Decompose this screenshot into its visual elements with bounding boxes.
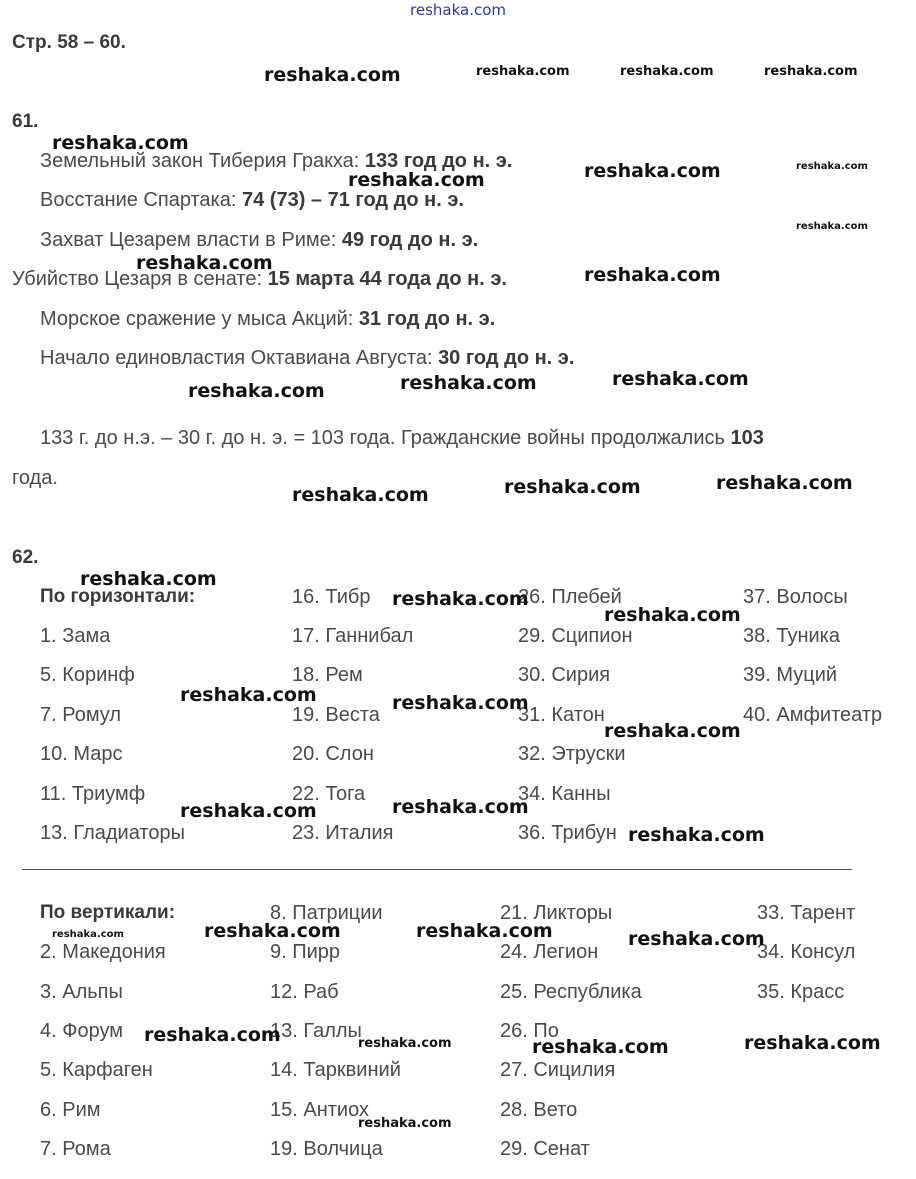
list-item: 26. По — [500, 1020, 559, 1042]
event-label: Начало единовластия Октавиана Августа: — [40, 347, 439, 369]
watermark: reshaka.com — [292, 484, 429, 506]
vertical-title: По вертикали: — [40, 902, 176, 923]
watermark: reshaka.com — [348, 169, 485, 191]
watermark: reshaka.com — [80, 568, 217, 590]
list-item: 6. Рим — [40, 1099, 101, 1121]
page-reference: Стр. 58 – 60. — [12, 32, 126, 53]
watermark: reshaka.com — [204, 920, 341, 942]
watermark: reshaka.com — [796, 221, 868, 232]
list-item: 18. Рем — [292, 664, 363, 686]
list-item: 5. Карфаген — [40, 1059, 153, 1081]
list-item: 34. Канны — [518, 783, 611, 805]
list-item: 8. Патриции — [270, 902, 383, 924]
list-item: 35. Красс — [757, 981, 845, 1003]
list-item: 33. Тарент — [757, 902, 856, 924]
list-item: 13. Гладиаторы — [40, 822, 185, 844]
horizontal-title: По горизонтали: — [40, 586, 196, 607]
watermark: reshaka.com — [52, 929, 124, 940]
summary-end: года. — [12, 467, 58, 489]
list-item: 22. Тога — [292, 783, 366, 805]
list-item: 15. Антиох — [270, 1099, 369, 1121]
list-item: 7. Рома — [40, 1138, 111, 1160]
event-date: 15 марта 44 года до н. э. — [267, 268, 507, 290]
event-label: Убийство Цезаря в сенате: — [12, 268, 268, 290]
list-item: 29. Сципион — [518, 625, 633, 647]
list-item: 19. Веста — [292, 704, 380, 726]
event-label: Захват Цезарем власти в Риме: — [40, 229, 342, 251]
watermark: reshaka.com — [358, 1036, 452, 1051]
list-item: 23. Италия — [292, 822, 394, 844]
watermark: reshaka.com — [392, 796, 529, 818]
watermark: reshaka.com — [504, 476, 641, 498]
watermark: reshaka.com — [584, 264, 721, 286]
watermark: reshaka.com — [764, 64, 858, 79]
watermark: reshaka.com — [180, 684, 317, 706]
event-date: 49 год до н. э. — [341, 229, 479, 251]
list-item: 30. Сирия — [518, 664, 611, 686]
list-item: 31. Катон — [518, 704, 605, 726]
list-item: 20. Слон — [292, 743, 374, 765]
list-item: 10. Марс — [40, 743, 123, 765]
event-date: 74 (73) – 71 год до н. э. — [241, 189, 464, 211]
event-label: Морское сражение у мыса Акций: — [40, 308, 359, 330]
list-item: 5. Коринф — [40, 664, 135, 686]
watermark: reshaka.com — [620, 64, 714, 79]
list-item: 17. Ганнибал — [292, 625, 414, 647]
watermark: reshaka.com — [604, 720, 741, 742]
list-item: 21. Ликторы — [500, 902, 613, 924]
watermark: reshaka.com — [188, 380, 325, 402]
list-item: 1. Зама — [40, 625, 111, 647]
watermark: reshaka.com — [716, 472, 853, 494]
watermark: reshaka.com — [796, 161, 868, 172]
summary-bold: 103 — [730, 427, 764, 449]
list-item: 28. Вето — [500, 1099, 578, 1121]
list-item: 9. Пирр — [270, 941, 341, 963]
list-item: 7. Ромул — [40, 704, 122, 726]
list-item: 12. Раб — [270, 981, 339, 1003]
watermark: reshaka.com — [416, 920, 553, 942]
watermark: reshaka.com — [476, 64, 570, 79]
watermark: reshaka.com — [144, 1024, 281, 1046]
watermark: reshaka.com — [612, 368, 749, 390]
list-item: 14. Тарквиний — [270, 1059, 401, 1081]
list-item: 37. Волосы — [743, 586, 848, 608]
list-item: 3. Альпы — [40, 981, 123, 1003]
event-date: 30 год до н. э. — [438, 347, 575, 369]
summary-text: 133 г. до н.э. – 30 г. до н. э. = 103 года. Гражданские войны продолжались — [40, 427, 731, 449]
list-item: 29. Сенат — [500, 1138, 590, 1160]
list-item: 36. Трибун — [518, 822, 617, 844]
watermark: reshaka.com — [532, 1036, 669, 1058]
list-item: 4. Форум — [40, 1020, 123, 1042]
list-item: 25. Республика — [500, 981, 642, 1003]
event-row — [40, 347, 574, 370]
event-date: 133 год до н. э. — [364, 150, 513, 172]
task-61-number: 61. — [12, 111, 39, 132]
list-item: 39. Муций — [743, 664, 838, 686]
watermark: reshaka.com — [392, 588, 529, 610]
watermark: reshaka.com — [180, 800, 317, 822]
event-row — [40, 308, 495, 331]
list-item: 13. Галлы — [270, 1020, 362, 1042]
list-item: 19. Волчица — [270, 1138, 383, 1160]
list-item: 2. Македония — [40, 941, 166, 963]
list-item: 34. Консул — [757, 941, 856, 963]
watermark: reshaka.com — [358, 1116, 452, 1131]
list-item: 24. Легион — [500, 941, 599, 963]
list-item: 26. Плебей — [518, 586, 622, 608]
list-item: 38. Туника — [743, 625, 840, 647]
watermark: reshaka.com — [628, 928, 765, 950]
event-row — [40, 189, 464, 212]
list-item: 16. Тибр — [292, 586, 371, 608]
event-label: Восстание Спартака: — [40, 189, 242, 211]
top-site-link[interactable]: reshaka.com — [410, 1, 506, 19]
list-item: 11. Триумф — [40, 783, 146, 805]
watermark: reshaka.com — [52, 132, 189, 154]
task-62-number: 62. — [12, 547, 39, 568]
watermark: reshaka.com — [392, 692, 529, 714]
watermark: reshaka.com — [264, 64, 401, 86]
list-item: 27. Сицилия — [500, 1059, 616, 1081]
list-item: 40. Амфитеатр — [743, 704, 883, 726]
watermark: reshaka.com — [604, 604, 741, 626]
watermark: reshaka.com — [744, 1032, 881, 1054]
event-row — [40, 229, 478, 252]
summary-line — [40, 427, 764, 450]
watermark: reshaka.com — [628, 824, 765, 846]
list-item: 32. Этруски — [518, 743, 626, 765]
section-divider — [22, 869, 852, 870]
event-label: Земельный закон Тиберия Гракха: — [40, 150, 365, 172]
watermark: reshaka.com — [584, 160, 721, 182]
watermark: reshaka.com — [136, 252, 273, 274]
watermark: reshaka.com — [400, 372, 537, 394]
event-date: 31 год до н. э. — [358, 308, 496, 330]
